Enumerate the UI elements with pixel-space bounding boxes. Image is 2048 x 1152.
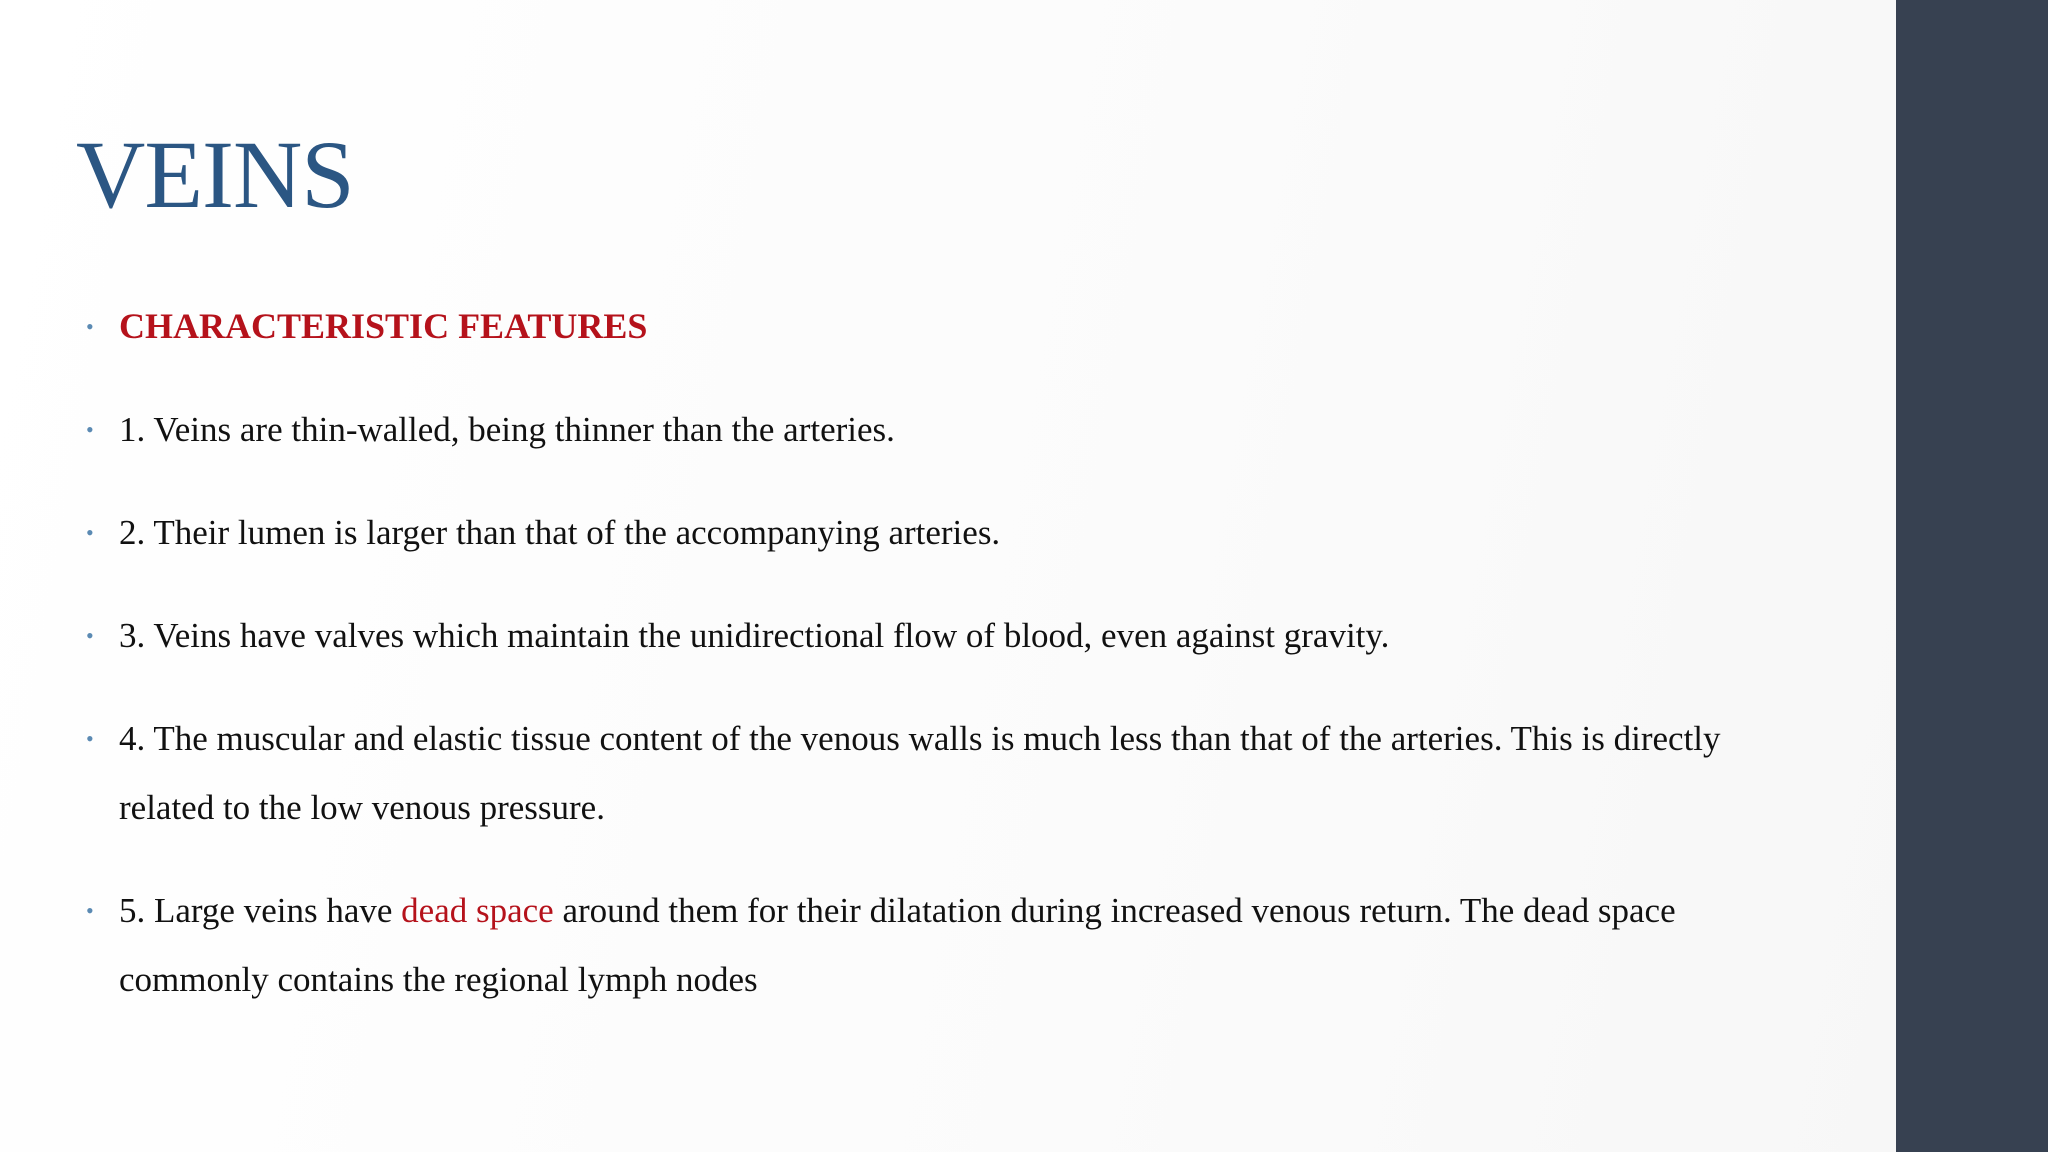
bullet-dot-icon: • [86,623,94,648]
bullet-item-3 [86,601,1806,670]
bullet-list [86,292,1806,1048]
bullet-text: 2. Their lumen is larger than that of the accompanying arteries. [119,513,1001,552]
bullet-dot-icon: • [86,520,94,545]
highlight-dead-space: dead space [401,891,554,930]
bullet-item-1 [86,395,1806,464]
slide-title: VEINS [76,121,354,228]
side-panel [1896,0,2048,1152]
bullet-text: 4. The muscular and elastic tissue content of the venous walls is much less than that of the arteries. This is directly related to the low venous pressure. [119,719,1721,827]
bullet-text-before: 5. Large veins have [119,891,402,930]
bullet-dot-icon: • [86,726,94,751]
bullet-text: 3. Veins have valves which maintain the unidirectional flow of blood, even against gravity. [119,616,1390,655]
bullet-item-5 [86,876,1806,1014]
section-heading: CHARACTERISTIC FEATURES [119,306,648,346]
bullet-text: 1. Veins are thin-walled, being thinner than the arteries. [119,410,895,449]
bullet-dot-icon: • [86,314,94,339]
bullet-dot-icon: • [86,417,94,442]
bullet-item-4 [86,704,1806,842]
bullet-dot-icon: • [86,898,94,923]
bullet-text-after: around them for their dilatation during increased venous return. The dead space commonly contains the regional lymph nodes [119,891,1676,999]
bullet-item-2 [86,498,1806,567]
bullet-text [119,891,1676,999]
bullet-heading [86,292,1806,361]
